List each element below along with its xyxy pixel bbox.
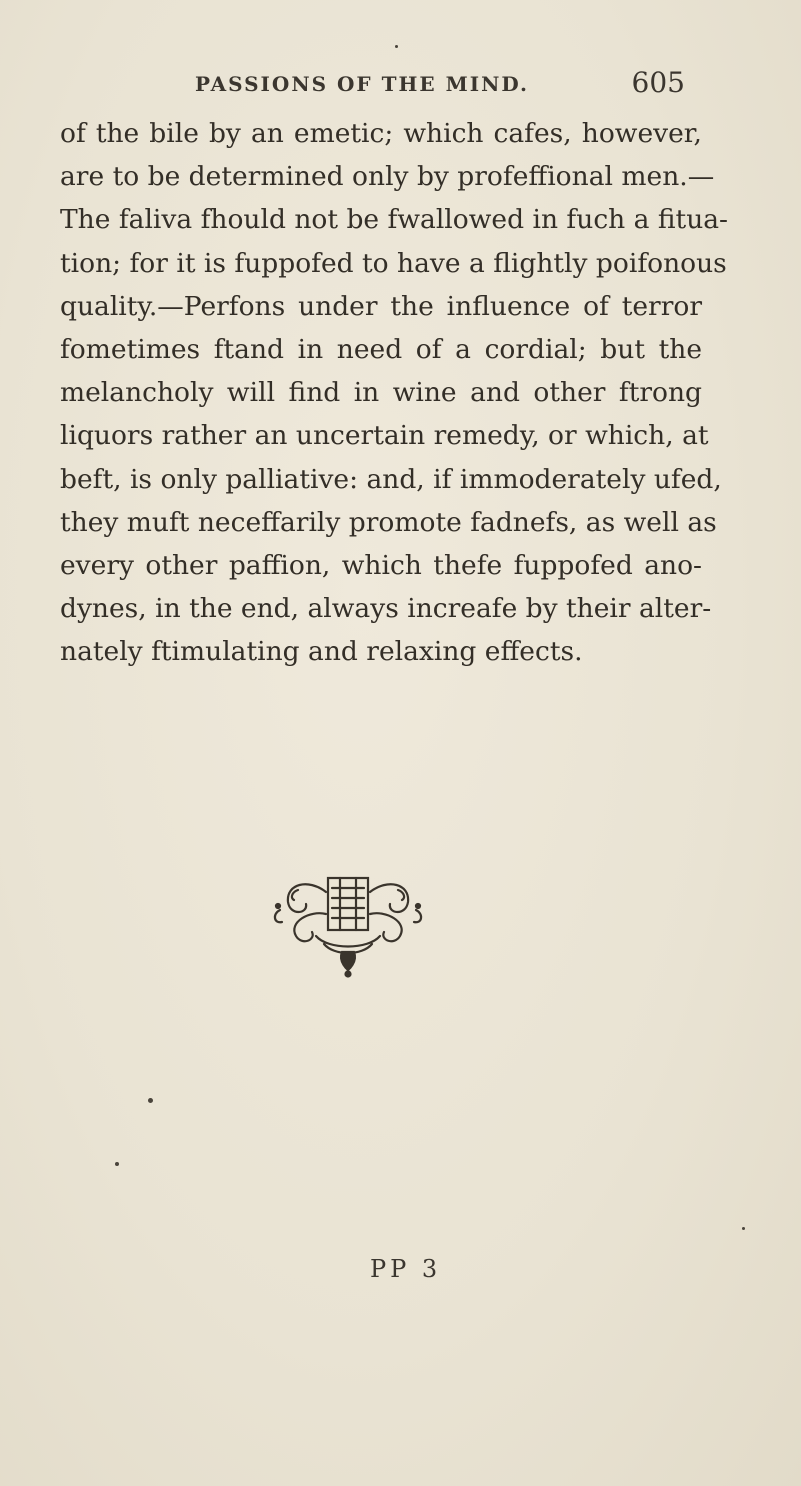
text-line: tion; for it is fuppofed to have a flightly poifonous [60, 247, 727, 279]
page-header [195, 66, 685, 108]
paper-speck [742, 1227, 745, 1230]
text-line: are to be determined only by profeffional men.— [60, 161, 715, 193]
paper-speck [148, 1098, 153, 1103]
text-line: beft, is only palliative: and, if immoderately ufed, [60, 463, 722, 495]
text-line: quality.—Perfons under the influence of terror [60, 290, 702, 322]
text-line: they muft neceffarily promote fadnefs, as well as [60, 506, 717, 538]
text-line: The faliva fhould not be fwallowed in fuch a fitua- [60, 204, 729, 236]
body-text [60, 112, 729, 673]
text-line: every other paffion, which thefe fuppofed ano- [60, 549, 702, 581]
text-line: nately ftimulating and relaxing effects. [60, 636, 583, 668]
page-number: 605 [631, 66, 685, 99]
text-line: of the bile by an emetic; which cafes, however, [60, 118, 702, 149]
text-line: fometimes ftand in need of a cordial; but the [60, 333, 702, 365]
paper-speck [395, 45, 398, 48]
text-line: melancholy will find in wine and other ftrong [60, 377, 702, 409]
printers-ornament-icon [268, 870, 428, 980]
text-line: liquors rather an uncertain remedy, or which, at [60, 420, 709, 452]
paper-speck [115, 1162, 119, 1166]
running-head: PASSIONS OF THE MIND. [195, 72, 529, 96]
signature-mark: PP 3 [370, 1255, 442, 1283]
text-line: dynes, in the end, always increafe by their alter- [60, 593, 712, 625]
